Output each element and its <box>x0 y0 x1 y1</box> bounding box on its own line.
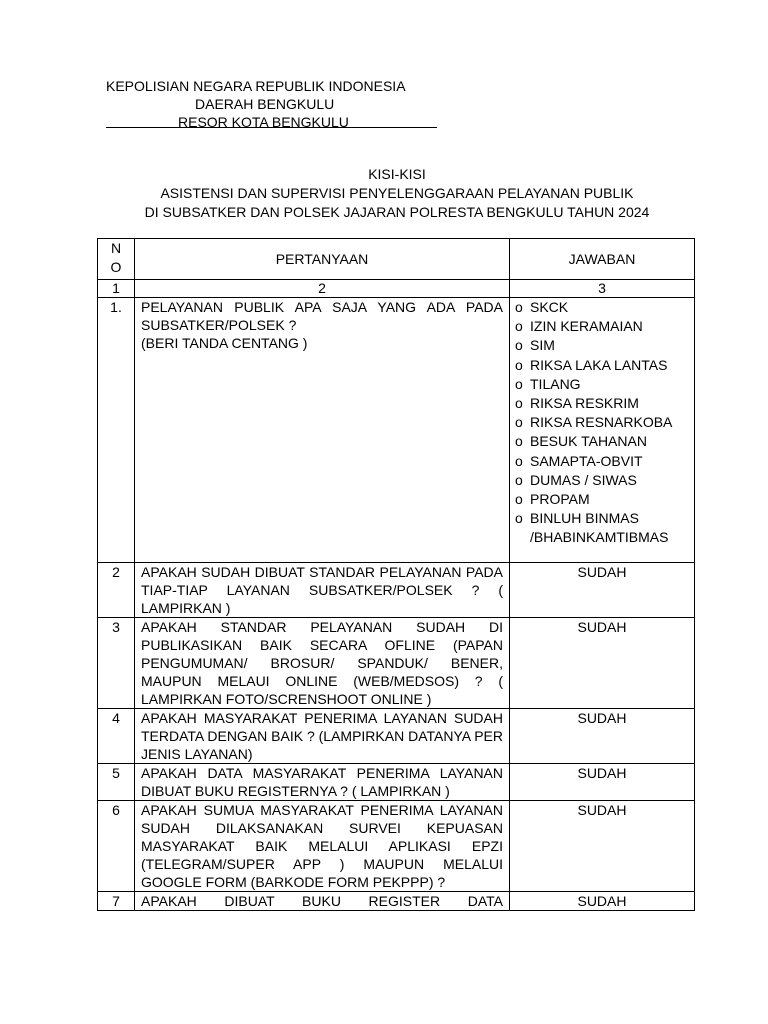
letterhead-line-2: DAERAH BENGKULU <box>195 96 335 112</box>
option-sim <box>512 336 692 355</box>
option-bullet: o <box>515 356 523 373</box>
row-number: 2 <box>98 563 135 618</box>
answer-cell: SUDAH <box>510 563 695 618</box>
header-no-line-2: O <box>110 259 122 275</box>
option-propam <box>512 490 692 509</box>
table-row <box>98 618 695 709</box>
question-text: PELAYANAN PUBLIK APA SAJA YANG ADA PADA SUBSATKER/POLSEK ? <box>141 299 503 333</box>
question-cell: APAKAH SUDAH DIBUAT STANDAR PELAYANAN PADA TIAP-TIAP LAYANAN SUBSATKER/POLSEK ? ( LAMPIRKAN ) <box>135 563 510 618</box>
option-label: TILANG <box>530 375 581 392</box>
question-cell: APAKAH DATA MASYARAKAT PENERIMA LAYANAN DIBUAT BUKU REGISTERNYA ? ( LAMPIRKAN ) <box>135 764 510 801</box>
option-bullet: o <box>515 337 523 354</box>
heading-line-2: ASISTENSI DAN SUPERVISI PENYELENGGARAAN PELAYANAN PUBLIK <box>160 185 634 201</box>
option-label: RIKSA RESNARKOBA <box>530 414 673 431</box>
letterhead <box>106 77 436 131</box>
letterhead-line-3: RESOR KOTA BENGKULU <box>178 114 349 130</box>
letterhead-underline <box>106 127 437 128</box>
question-note: (BERI TANDA CENTANG ) <box>141 335 308 351</box>
answer-cell: SUDAH <box>510 764 695 801</box>
option-bullet: o <box>515 318 523 335</box>
option-label: PROPAM <box>530 491 590 508</box>
header-question: PERTANYAAN <box>135 239 510 280</box>
answer-options-cell <box>510 298 695 563</box>
table-row <box>98 563 695 618</box>
table-row <box>98 298 695 563</box>
option-tilang <box>512 375 692 394</box>
option-label: BESUK TAHANAN <box>530 433 647 450</box>
row-number: 7 <box>98 892 135 911</box>
option-riksa-laka-lantas <box>512 356 692 375</box>
option-dumas-siwas <box>512 471 692 490</box>
option-label: SIM <box>530 337 555 354</box>
option-label: IZIN KERAMAIAN <box>530 318 643 335</box>
option-label: BINLUH BINMAS /BHABINKAMTIBMAS <box>530 510 669 546</box>
option-bullet: o <box>515 375 523 392</box>
table-row <box>98 709 695 764</box>
answer-cell: SUDAH <box>510 709 695 764</box>
answer-cell: SUDAH <box>510 801 695 892</box>
option-riksa-reskrim <box>512 394 692 413</box>
service-options-list <box>512 298 692 548</box>
option-bullet: o <box>515 299 523 315</box>
heading-line-3: DI SUBSATKER DAN POLSEK JAJARAN POLRESTA BENGKULU TAHUN 2024 <box>144 204 650 220</box>
row-number: 6 <box>98 801 135 892</box>
option-bullet: o <box>515 395 523 412</box>
row-number: 1. <box>98 298 135 563</box>
table-row <box>98 892 695 911</box>
option-bullet: o <box>515 491 523 508</box>
question-cell: APAKAH STANDAR PELAYANAN SUDAH DI PUBLIKASIKAN BAIK SECARA OFLINE (PAPAN PENGUMUMAN/ BROSUR/ SPANDUK/ BENER, MAUPUN MELAUI ONLINE (WEB/MEDSOS) ? ( LAMPIRKAN FOTO/SCRENSHOOT ONLINE ) <box>135 618 510 709</box>
column-number-row <box>98 280 695 298</box>
table-row <box>98 801 695 892</box>
row-number: 5 <box>98 764 135 801</box>
question-cell <box>135 298 510 563</box>
option-bullet: o <box>515 510 523 527</box>
header-answer: JAWABAN <box>510 239 695 280</box>
option-label: RIKSA LAKA LANTAS <box>530 356 668 373</box>
answer-cell: SUDAH <box>510 892 695 911</box>
table-header-row <box>98 239 695 280</box>
document-heading <box>100 165 694 222</box>
option-bullet: o <box>515 471 523 488</box>
option-bullet: o <box>515 414 523 431</box>
option-binluh-binmas <box>512 509 692 547</box>
column-number-1: 1 <box>98 280 135 298</box>
option-besuk-tahanan <box>512 432 692 451</box>
option-label: SAMAPTA-OBVIT <box>530 452 643 469</box>
column-number-2: 2 <box>135 280 510 298</box>
option-izin-keramaian <box>512 317 692 336</box>
option-riksa-resnarkoba <box>512 413 692 432</box>
kisi-table <box>97 238 695 911</box>
option-skck <box>512 298 692 317</box>
table-row <box>98 764 695 801</box>
question-cell: APAKAH DIBUAT BUKU REGISTER DATA <box>135 892 510 911</box>
header-no-line-1: N <box>110 240 122 256</box>
row-number: 3 <box>98 618 135 709</box>
option-bullet: o <box>515 433 523 450</box>
answer-cell: SUDAH <box>510 618 695 709</box>
row-number: 4 <box>98 709 135 764</box>
option-label: SKCK <box>530 299 569 315</box>
letterhead-line-1: KEPOLISIAN NEGARA REPUBLIK INDONESIA <box>106 78 406 94</box>
option-bullet: o <box>515 452 523 469</box>
option-label: RIKSA RESKRIM <box>530 395 639 412</box>
question-cell: APAKAH SUMUA MASYARAKAT PENERIMA LAYANAN SUDAH DILAKSANAKAN SURVEI KEPUASAN MASYARAKAT BAIK MELALUI APLIKASI EPZI (TELEGRAM/SUPER APP ) MAUPUN MELALUI GOOGLE FORM (BARKODE FORM PEKPPP) ? <box>135 801 510 892</box>
heading-line-1: KISI-KISI <box>368 166 426 182</box>
question-cell: APAKAH MASYARAKAT PENERIMA LAYANAN SUDAH TERDATA DENGAN BAIK ? (LAMPIRKAN DATANYA PER JENIS LAYANAN) <box>135 709 510 764</box>
column-number-3: 3 <box>510 280 695 298</box>
header-no <box>98 239 135 280</box>
option-label: DUMAS / SIWAS <box>530 471 637 488</box>
option-samapta-obvit <box>512 452 692 471</box>
